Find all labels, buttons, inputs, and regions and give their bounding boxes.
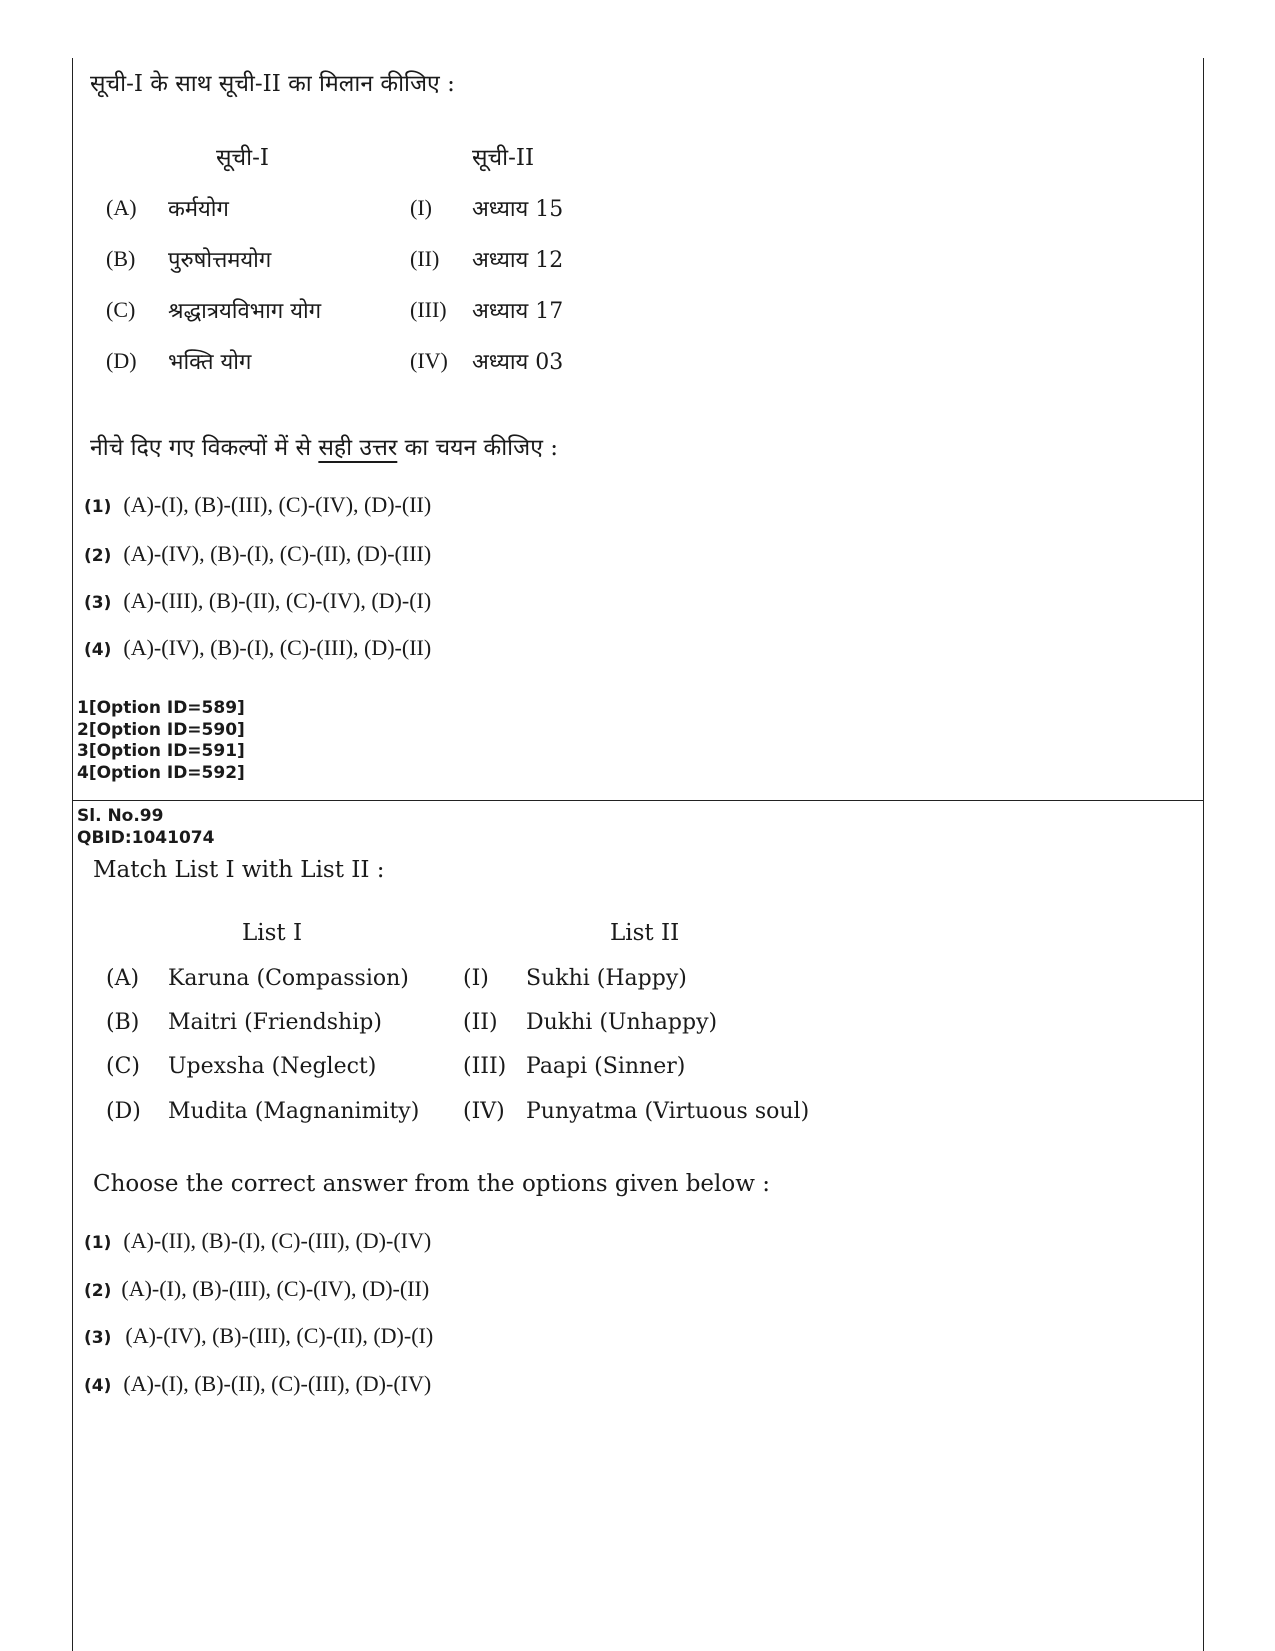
- option-3[interactable]: [84, 1323, 433, 1349]
- option-number: (2): [84, 546, 112, 566]
- question-stem-hindi: सूची-I के साथ सूची-II का मिलान कीजिए :: [90, 71, 455, 97]
- option-id: 2[Option ID=590]: [77, 719, 245, 740]
- row-label: (C): [106, 1054, 140, 1079]
- row-label: (D): [106, 348, 137, 373]
- option-number: (3): [84, 1328, 112, 1348]
- row-item: अध्याय 03: [472, 350, 564, 375]
- instruction-english: Choose the correct answer from the options given below :: [93, 1171, 770, 1197]
- row-item: Karuna (Compassion): [168, 966, 409, 991]
- option-id-list: [77, 698, 245, 784]
- instruction-text: नीचे दिए गए विकल्पों में से: [90, 435, 319, 461]
- option-text: (A)-(IV), (B)-(I), (C)-(III), (D)-(II): [123, 635, 432, 660]
- page-border-left: [72, 58, 73, 1651]
- option-text: (A)-(II), (B)-(I), (C)-(III), (D)-(IV): [123, 1228, 432, 1253]
- option-2[interactable]: [84, 1276, 429, 1302]
- option-text: (A)-(I), (B)-(III), (C)-(IV), (D)-(II): [123, 492, 432, 517]
- row-label: (IV): [410, 348, 448, 373]
- option-number: (1): [84, 1233, 112, 1253]
- row-label: (I): [463, 966, 489, 991]
- row-item: भक्ति योग: [168, 350, 252, 375]
- option-number: (1): [84, 497, 112, 517]
- option-4[interactable]: [84, 635, 431, 661]
- option-2[interactable]: [84, 541, 431, 567]
- row-item: Upexsha (Neglect): [168, 1054, 377, 1079]
- page-border-right: [1203, 58, 1204, 1651]
- option-text: (A)-(IV), (B)-(I), (C)-(II), (D)-(III): [123, 541, 432, 566]
- question-stem-english: Match List I with List II :: [93, 857, 385, 883]
- option-4[interactable]: [84, 1371, 431, 1397]
- row-item: अध्याय 15: [472, 197, 564, 222]
- list2-header-hindi: सूची-II: [472, 145, 535, 171]
- option-id: 4[Option ID=592]: [77, 762, 245, 783]
- row-label: (B): [106, 246, 136, 271]
- option-number: (4): [84, 1376, 112, 1396]
- row-label: (C): [106, 297, 136, 322]
- instruction-hindi: [90, 430, 558, 462]
- row-item: Mudita (Magnanimity): [168, 1099, 420, 1124]
- row-label: (I): [410, 195, 432, 220]
- row-label: (III): [410, 297, 447, 322]
- option-number: (3): [84, 593, 112, 613]
- row-label: (III): [463, 1054, 507, 1079]
- option-text: (A)-(IV), (B)-(III), (C)-(II), (D)-(I): [125, 1323, 434, 1348]
- option-text: (A)-(I), (B)-(II), (C)-(III), (D)-(IV): [123, 1371, 432, 1396]
- row-item: Maitri (Friendship): [168, 1010, 382, 1035]
- list1-header-hindi: सूची-I: [216, 145, 269, 171]
- question-divider: [72, 800, 1204, 801]
- option-number: (2): [84, 1281, 112, 1301]
- instruction-emphasis: सही उत्तर: [318, 435, 398, 461]
- list2-header-english: List II: [610, 920, 680, 946]
- row-label: (IV): [463, 1099, 505, 1124]
- option-id: 1[Option ID=589]: [77, 698, 245, 718]
- instruction-text: का चयन कीजिए :: [397, 435, 558, 461]
- row-item: Paapi (Sinner): [526, 1054, 686, 1079]
- row-label: (B): [106, 1010, 140, 1035]
- serial-number: Sl. No.99: [77, 806, 164, 826]
- qbid: QBID:1041074: [77, 827, 215, 848]
- row-item: Punyatma (Virtuous soul): [526, 1099, 810, 1124]
- option-1[interactable]: [84, 1228, 431, 1254]
- row-item: अध्याय 17: [472, 299, 564, 324]
- list1-header-english: List I: [242, 920, 303, 946]
- option-number: (4): [84, 640, 112, 660]
- row-item: पुरुषोत्तमयोग: [168, 248, 272, 273]
- question-meta: [77, 806, 214, 849]
- option-1[interactable]: [84, 492, 431, 518]
- option-3[interactable]: [84, 588, 431, 614]
- row-item: अध्याय 12: [472, 248, 564, 273]
- row-item: Dukhi (Unhappy): [526, 1010, 718, 1035]
- option-text: (A)-(III), (B)-(II), (C)-(IV), (D)-(I): [123, 588, 432, 613]
- row-label: (A): [106, 195, 137, 220]
- row-label: (D): [106, 1099, 141, 1124]
- row-item: Sukhi (Happy): [526, 966, 687, 991]
- row-label: (II): [410, 246, 440, 271]
- row-label: (A): [106, 966, 140, 991]
- row-item: कर्मयोग: [168, 197, 229, 222]
- row-item: श्रद्धात्रयविभाग योग: [168, 299, 322, 324]
- option-text: (A)-(I), (B)-(III), (C)-(IV), (D)-(II): [121, 1276, 430, 1301]
- row-label: (II): [463, 1010, 498, 1035]
- option-id: 3[Option ID=591]: [77, 741, 245, 761]
